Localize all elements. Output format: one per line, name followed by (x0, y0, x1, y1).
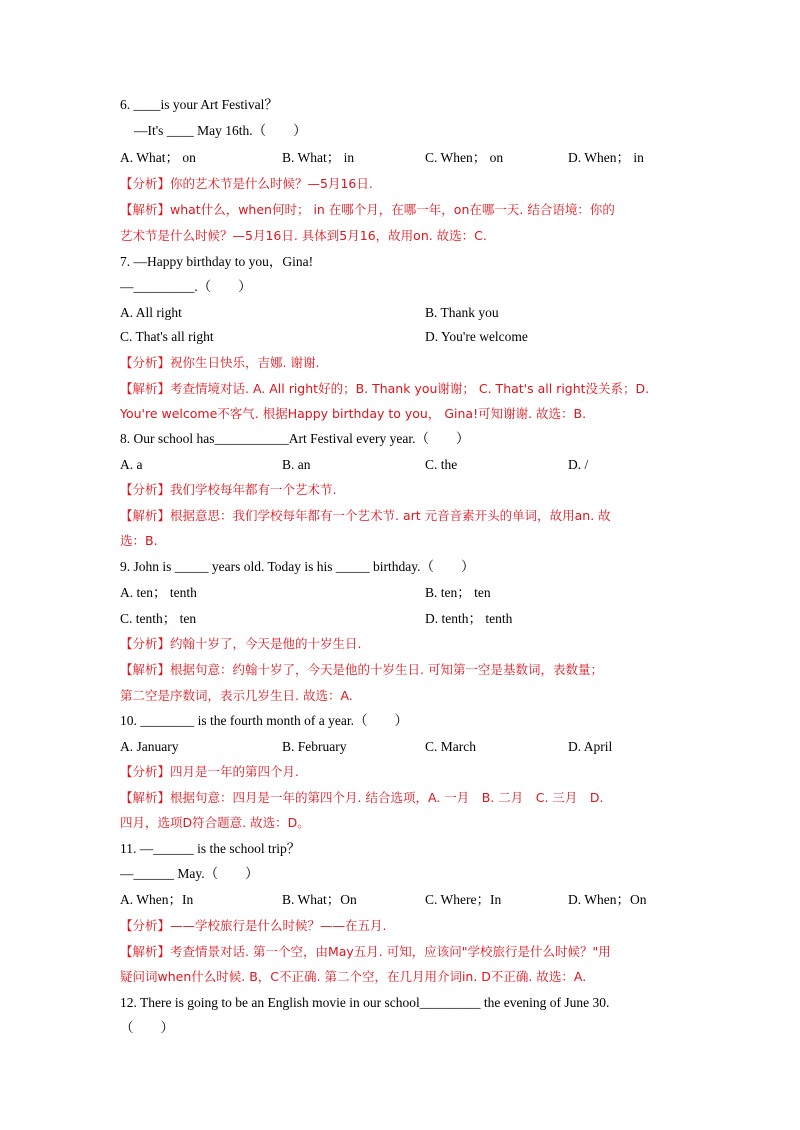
question-7-answer-line: —_________.（ ） (120, 279, 252, 294)
question-6-option-d: D. When； in (568, 150, 644, 165)
question-6-option-c: C. When； on (425, 150, 504, 165)
question-7-option-c: C. That's all right (120, 329, 214, 344)
question-10-option-b: B. February (282, 739, 347, 754)
question-11-stem: 11. —______ is the school trip？ (120, 841, 301, 856)
question-8-stem: 8. Our school has___________Art Festival every year.（ ） (120, 431, 470, 446)
question-11-option-a: A. When；In (120, 892, 194, 907)
question-11-option-c: C. Where；In (425, 892, 502, 907)
question-7-explanation-line1: 【解析】考查情境对话. A. All right好的；B. Thank you谢谢； C. That's all right没关系；D. (120, 381, 650, 396)
question-11-explanation-line2: 疑问词when什么时候. B，C不正确. 第二个空，在几月用介词in. D不正确. 故选：A. (120, 969, 587, 984)
question-6-explanation-line1: 【解析】what什么，when何时； in 在哪个月，在哪一年，on在哪一天. 结合语境：你的 (120, 202, 615, 217)
question-9-explanation-line1: 【解析】根据句意：约翰十岁了，今天是他的十岁生日. 可知第一空是基数词，表数量； (120, 662, 603, 677)
question-7-explanation-line2: You're welcome不客气. 根据Happy birthday to you， Gina!可知谢谢. 故选：B. (120, 406, 587, 421)
question-6-analysis: 【分析】你的艺术节是什么时候？—5月16日. (120, 176, 373, 191)
question-10-explanation-line2: 四月，选项D符合题意. 故选：D。 (120, 815, 310, 830)
question-11-answer-line: —______ May.（ ） (120, 866, 259, 881)
question-11-option-b: B. What；On (282, 892, 357, 907)
question-8-option-a: A. a (120, 457, 143, 472)
question-8-analysis: 【分析】我们学校每年都有一个艺术节. (120, 482, 337, 497)
question-7-option-b: B. Thank you (425, 305, 499, 320)
question-12-answer-line: （ ） (120, 1020, 174, 1035)
question-8-option-d: D. / (568, 457, 589, 472)
question-9-explanation-line2: 第二空是序数词，表示几岁生日. 故选：A. (120, 688, 353, 703)
question-9-option-b: B. ten； ten (425, 585, 491, 600)
question-8-explanation-line1: 【解析】根据意思：我们学校每年都有一个艺术节. art 元音音素开头的单词，故用an. 故 (120, 508, 611, 523)
question-7-analysis: 【分析】祝你生日快乐，吉娜. 谢谢. (120, 355, 320, 370)
question-9-stem: 9. John is _____ years old. Today is his _____ birthday.（ ） (120, 559, 475, 574)
question-8-option-c: C. the (425, 457, 458, 472)
question-6-answer-line: —It's ____ May 16th.（ ） (134, 123, 307, 138)
question-8-explanation-line2: 选：B. (120, 533, 158, 548)
question-7-option-d: D. You're welcome (425, 329, 528, 344)
question-12-stem: 12. There is going to be an English movie in our school_________ the evening of June 30. (120, 995, 610, 1010)
question-10-stem: 10. ________ is the fourth month of a year.（ ） (120, 713, 408, 728)
question-11-explanation-line1: 【解析】考查情景对话. 第一个空，由May五月. 可知，应该问"学校旅行是什么时候？"用 (120, 944, 611, 959)
question-9-option-c: C. tenth； ten (120, 611, 197, 626)
question-6-option-b: B. What； in (282, 150, 355, 165)
question-7-option-a: A. All right (120, 305, 182, 320)
question-10-option-a: A. January (120, 739, 179, 754)
question-9-analysis: 【分析】约翰十岁了，今天是他的十岁生日. (120, 636, 362, 651)
question-10-option-d: D. April (568, 739, 613, 754)
question-6-option-a: A. What； on (120, 150, 196, 165)
question-9-option-a: A. ten； tenth (120, 585, 197, 600)
question-9-option-d: D. tenth； tenth (425, 611, 513, 626)
question-11-option-d: D. When；On (568, 892, 647, 907)
question-10-explanation-line1: 【解析】根据句意：四月是一年的第四个月. 结合选项，A. 一月 B. 二月 C. 三月 D. (120, 790, 604, 805)
question-7-stem: 7. —Happy birthday to you，Gina! (120, 254, 314, 269)
question-10-analysis: 【分析】四月是一年的第四个月. (120, 764, 299, 779)
question-10-option-c: C. March (425, 739, 476, 754)
question-11-analysis: 【分析】——学校旅行是什么时候？——在五月. (120, 918, 387, 933)
question-6-stem: 6. ____is your Art Festival？ (120, 97, 278, 112)
question-6-explanation-line2: 艺术节是什么时候？—5月16日. 具体到5月16，故用on. 故选：C. (120, 228, 487, 243)
question-8-option-b: B. an (282, 457, 311, 472)
